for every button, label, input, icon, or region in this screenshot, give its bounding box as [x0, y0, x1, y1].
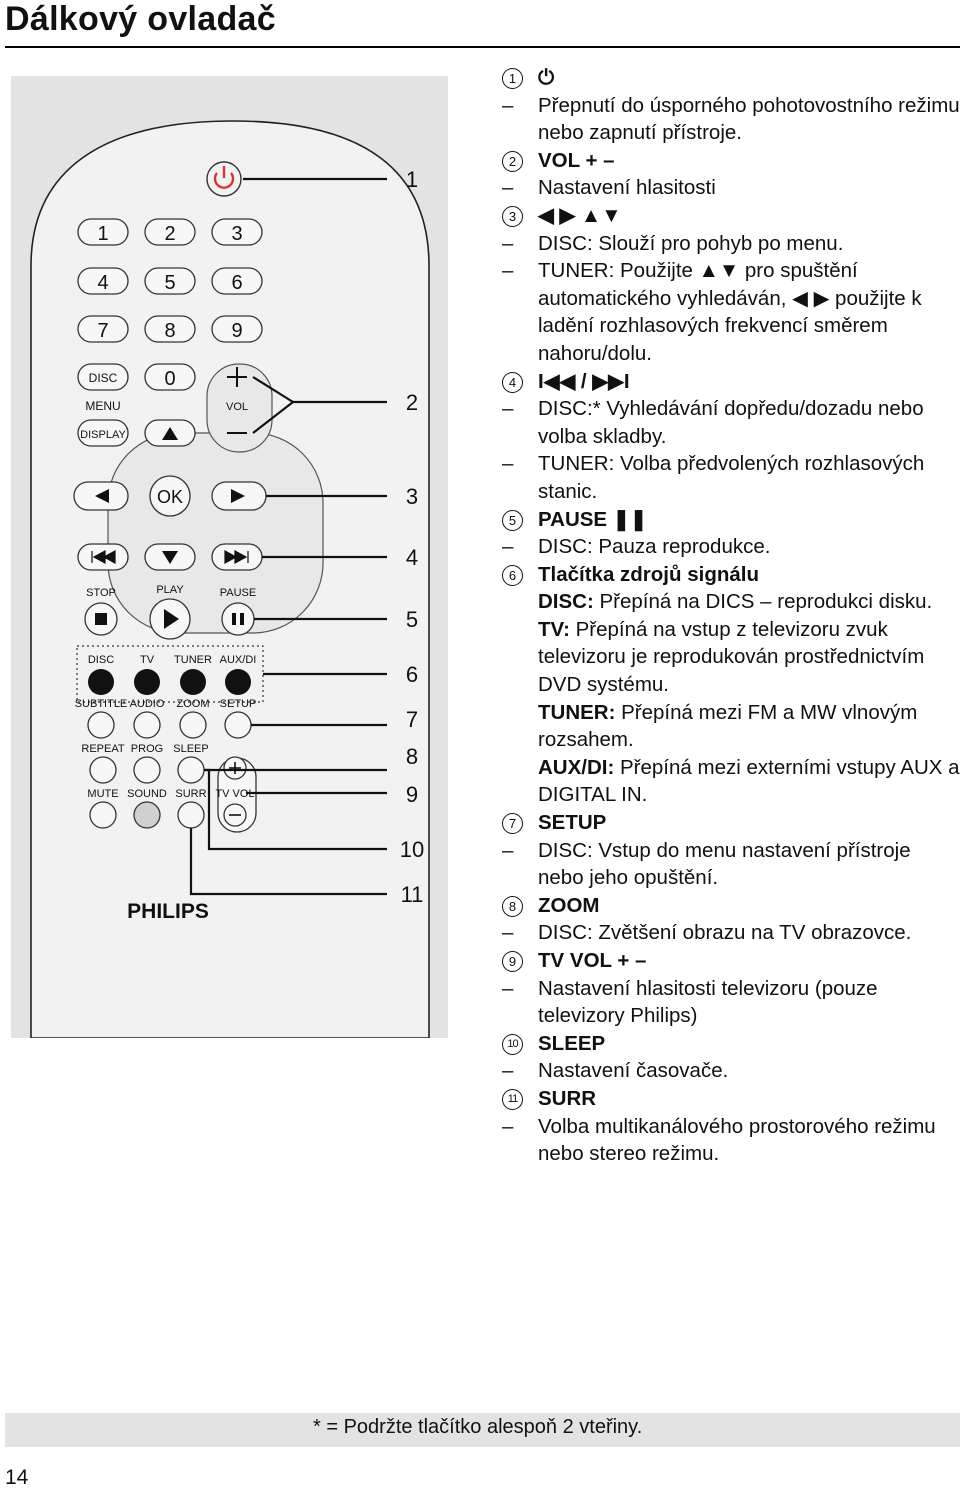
pause-label: PAUSE: [219, 587, 257, 599]
item-heading: SETUP: [538, 811, 607, 835]
item-number: 3: [502, 206, 523, 227]
callout-11: 11: [400, 882, 424, 907]
key-5[interactable]: [145, 268, 195, 294]
item-number: 1: [502, 68, 523, 89]
subtitle-label: SUBTITLE: [74, 698, 128, 710]
item-heading: ZOOM: [538, 893, 600, 917]
setup-button[interactable]: [225, 712, 251, 738]
next-track-key[interactable]: [212, 544, 262, 570]
ok-label: OK: [156, 487, 184, 507]
sound-button[interactable]: [134, 802, 160, 828]
src-aux-button[interactable]: [225, 669, 251, 695]
item-heading: SURR: [538, 1086, 597, 1110]
item-11: 11 SURR – Volba multikanálového prostorového režimu nebo stereo režimu.: [502, 1086, 936, 1166]
footnote-bar: [5, 1413, 960, 1447]
src-disc-button[interactable]: [88, 669, 114, 695]
item-number: 5: [502, 510, 523, 531]
source-name: TUNER:: [538, 700, 616, 724]
page-number: 14: [5, 1466, 29, 1489]
key-8[interactable]: [145, 316, 195, 342]
key-7[interactable]: [78, 316, 128, 342]
mute-label: MUTE: [87, 788, 119, 800]
item-line: DISC: Vstup do menu nastavení přístroje nebo jeho opuštění.: [538, 838, 911, 890]
item-number: 11: [502, 1089, 523, 1110]
page-title: Dálkový ovladač: [5, 0, 276, 38]
disc-menu-key[interactable]: [78, 364, 128, 390]
item-heading: PAUSE ❚❚: [538, 507, 648, 531]
src-tuner-label: TUNER: [174, 654, 212, 666]
callout-3: 3: [405, 484, 419, 509]
prev-track-key[interactable]: [78, 544, 128, 570]
prog-label: PROG: [130, 743, 164, 755]
sleep-label: SLEEP: [173, 743, 209, 755]
play-button[interactable]: [150, 599, 190, 639]
sound-label: SOUND: [127, 788, 167, 800]
src-tuner-button[interactable]: [180, 669, 206, 695]
item-line: DISC: Zvětšení obrazu na TV obrazovce.: [538, 921, 912, 945]
right-arrow-key[interactable]: [212, 482, 266, 510]
key-2-label: 2: [164, 223, 176, 245]
surr-label: SURR: [175, 788, 207, 800]
source-text: Přepíná na vstup z televizoru zvuk televizoru je reprodukován prostřednictvím DVD systému.: [538, 617, 925, 697]
source-text: Přepíná na DICS – reprodukci disku.: [593, 590, 933, 614]
callout-6: 6: [405, 662, 419, 687]
philips-logo: PHILIPS: [127, 900, 209, 923]
item-line: DISC:* Vyhledávání dopředu/dozadu nebo volba skladby.: [538, 397, 924, 448]
power-icon: ⏻: [538, 66, 555, 89]
key-9-label: 9: [231, 320, 243, 342]
power-button[interactable]: [207, 162, 241, 196]
sleep-button[interactable]: [178, 757, 204, 783]
key-5-label: 5: [164, 272, 176, 294]
item-line: TUNER: Volba předvolených rozhlasových stanic.: [538, 452, 925, 503]
source-name: TV:: [538, 617, 570, 641]
callout-10: 10: [399, 837, 425, 862]
key-6-label: 6: [231, 272, 243, 294]
down-arrow-key[interactable]: [145, 544, 195, 570]
item-line: Nastavení hlasitosti televizoru (pouze televizory Philips): [538, 976, 878, 1028]
item-5: 5 PAUSE ❚❚ – DISC: Pauza reprodukce.: [502, 507, 771, 559]
key-7-label: 7: [97, 320, 109, 342]
item-heading: TV VOL + –: [538, 949, 647, 972]
nav-ring: [108, 433, 323, 633]
callout-8: 8: [405, 744, 419, 769]
left-arrow-key[interactable]: [74, 482, 128, 510]
remote-illustration: [11, 76, 448, 1038]
menu-label: MENU: [85, 399, 121, 413]
title-rule: [5, 46, 960, 48]
src-tv-label: TV: [139, 654, 155, 666]
item-number: 8: [502, 896, 523, 917]
src-disc-label: DISC: [87, 654, 115, 666]
up-arrow-key[interactable]: [145, 420, 195, 446]
item-line: TUNER: Použijte ▲▼ pro spuštění automatického vyhledáván, ◀ ▶ použijte k ladění rozhlasových frekvencí směrem nahoru/dolu.: [538, 259, 922, 365]
item-3: 3 ◀ ▶ ▲▼ – DISC: Slouží pro pohyb po menu. – TUNER: Použijte ▲▼ pro spuštění automatického vyhledáván, ◀ ▶ použijte k ladění rozhlasových frekvencí směrem nahoru/dolu.: [502, 203, 922, 365]
prog-button[interactable]: [134, 757, 160, 783]
footnote-text: * = Podržte tlačítko alespoň 2 vteřiny.: [313, 1416, 643, 1438]
source-text: Přepíná mezi FM a MW vlnovým rozsahem.: [538, 700, 918, 752]
repeat-button[interactable]: [90, 757, 116, 783]
source-text: Přepíná mezi externími vstupy AUX a DIGITAL IN.: [538, 755, 960, 807]
src-tv-button[interactable]: [134, 669, 160, 695]
audio-label: AUDIO: [129, 698, 165, 710]
item-6: [498, 561, 960, 809]
tv-vol-down-button[interactable]: [224, 804, 246, 826]
item-2: 2 VOL + – – Nastavení hlasitosti: [502, 148, 716, 200]
callout-5: 5: [405, 607, 419, 632]
callout-1: 1: [405, 167, 419, 192]
item-1: 1 ⏻ – Přepnutí do úsporného pohotovostního režimu nebo zapnutí přístroje.: [502, 66, 960, 145]
mute-button[interactable]: [90, 802, 116, 828]
zoom-label: ZOOM: [176, 698, 210, 710]
tv-vol-up-button[interactable]: [224, 757, 246, 779]
stop-button[interactable]: [85, 603, 117, 635]
key-0[interactable]: [145, 364, 195, 390]
surr-button[interactable]: [178, 802, 204, 828]
key-4[interactable]: [78, 268, 128, 294]
audio-button[interactable]: [134, 712, 160, 738]
arrow-keys-icon: ◀ ▶ ▲▼: [538, 203, 622, 227]
item-line: Přepnutí do úsporného pohotovostního režimu nebo zapnutí přístroje.: [538, 93, 960, 145]
source-name: DISC:: [538, 590, 594, 614]
disc-menu-key-label: DISC: [88, 371, 118, 385]
callout-7: 7: [405, 707, 419, 732]
item-8: 8 ZOOM – DISC: Zvětšení obrazu na TV obrazovce.: [502, 893, 912, 945]
display-key[interactable]: [78, 420, 128, 446]
key-0-label: 0: [164, 368, 176, 390]
item-number: 7: [502, 813, 523, 834]
zoom-button[interactable]: [180, 712, 206, 738]
item-9: 9 TV VOL + – – Nastavení hlasitosti televizoru (pouze televizory Philips): [502, 949, 878, 1028]
tv-vol-label: TV VOL: [215, 788, 255, 800]
callout-2: 2: [405, 390, 419, 415]
subtitle-button[interactable]: [88, 712, 114, 738]
item-number: 2: [502, 151, 523, 172]
setup-label: SETUP: [219, 698, 257, 710]
key-9[interactable]: [212, 316, 262, 342]
skip-keys-icon: I◀◀ / ▶▶I: [538, 369, 630, 393]
item-number: 9: [502, 951, 523, 972]
callout-9: 9: [405, 782, 419, 807]
item-number: 6: [502, 565, 523, 586]
ok-button[interactable]: [150, 476, 190, 516]
remote-figure: [11, 76, 448, 1038]
item-line: Nastavení časovače.: [538, 1059, 729, 1083]
item-7: 7 SETUP – DISC: Vstup do menu nastavení přístroje nebo jeho opuštění.: [502, 811, 911, 890]
item-number: 4: [502, 372, 523, 393]
item-line: DISC: Pauza reprodukce.: [538, 535, 771, 559]
callout-4: 4: [405, 545, 419, 570]
pause-button[interactable]: [222, 603, 254, 635]
stop-label: STOP: [86, 587, 116, 599]
item-10: 10 SLEEP – Nastavení časovače.: [502, 1031, 729, 1083]
key-3-label: 3: [231, 223, 243, 245]
vol-label: VOL: [225, 401, 249, 413]
item-heading: Tlačítka zdrojů signálu: [538, 562, 759, 586]
source-name: AUX/DI:: [538, 755, 615, 779]
repeat-label: REPEAT: [81, 743, 125, 755]
button-descriptions: [498, 64, 960, 1168]
item-heading: SLEEP: [538, 1031, 606, 1055]
item-4: 4 I◀◀ / ▶▶I – DISC:* Vyhledávání dopředu/dozadu nebo volba skladby. – TUNER: Volba předvolených rozhlasových stanic.: [502, 369, 925, 503]
item-line: Nastavení hlasitosti: [538, 176, 716, 200]
item-line: Volba multikanálového prostorového režimu nebo stereo režimu.: [538, 1114, 936, 1166]
key-6[interactable]: [212, 268, 262, 294]
item-number: 10: [502, 1034, 523, 1055]
play-label: PLAY: [156, 584, 184, 596]
src-aux-label: AUX/DI: [219, 654, 257, 666]
key-1-label: 1: [97, 223, 109, 245]
item-line: DISC: Slouží pro pohyb po menu.: [538, 231, 844, 255]
key-4-label: 4: [97, 272, 109, 294]
key-1[interactable]: [78, 219, 128, 245]
display-key-label: DISPLAY: [80, 429, 126, 441]
key-8-label: 8: [164, 320, 176, 342]
item-heading: VOL + –: [538, 148, 615, 172]
key-3[interactable]: [212, 219, 262, 245]
key-2[interactable]: [145, 219, 195, 245]
